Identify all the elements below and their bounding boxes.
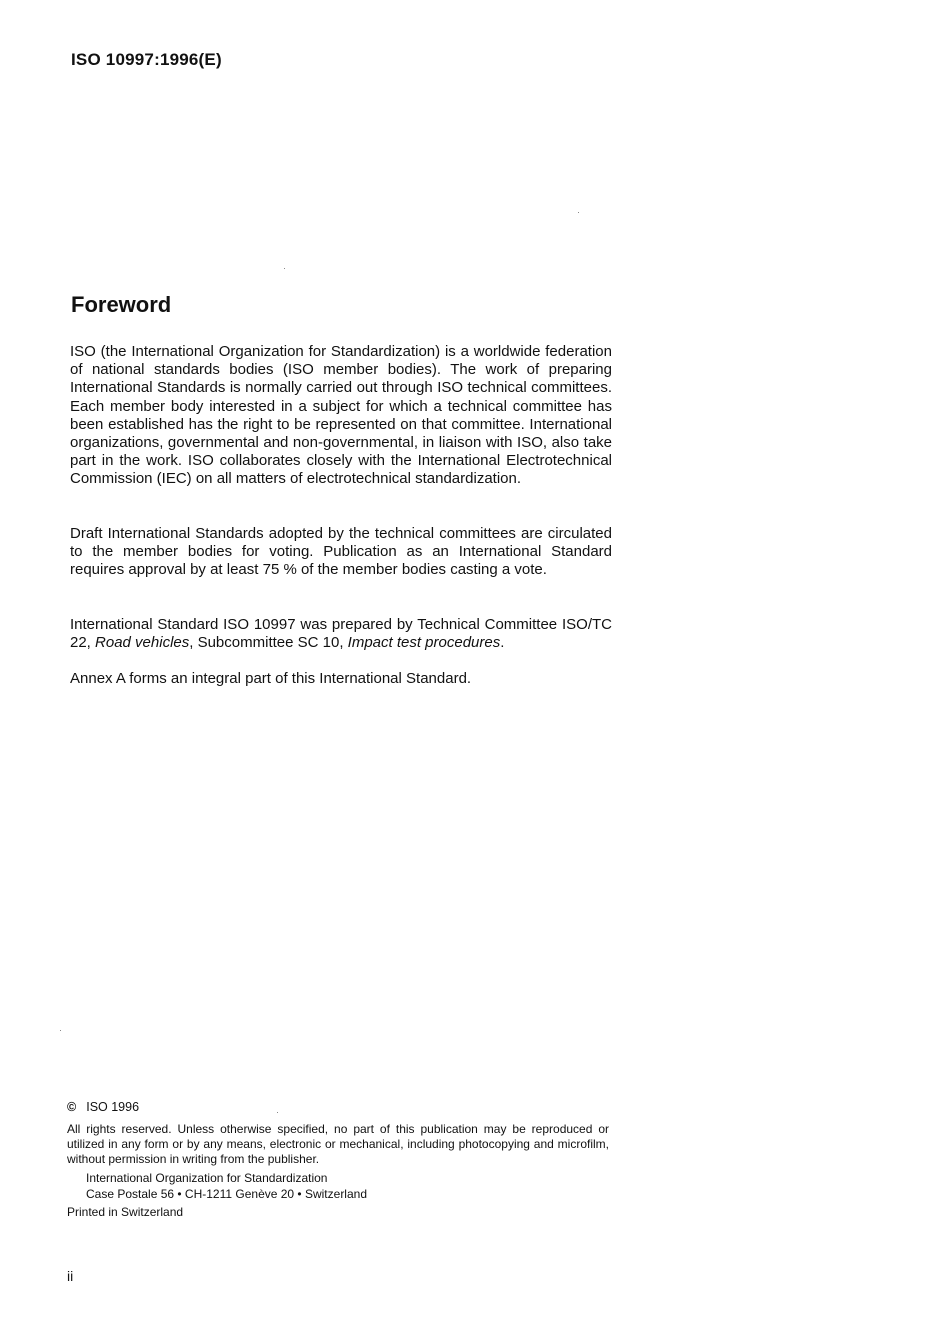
foreword-paragraph-4: Annex A forms an integral part of this International Standard. <box>70 670 472 687</box>
scan-speck <box>277 1112 278 1113</box>
foreword-paragraph-2: Draft International Standards adopted by the technical committees are circulated to the member bodies for voting. Publication as an International Standard requires approval by at least 75 % of the member bodies casting a vote. <box>70 525 612 579</box>
paragraph-3-text-a: International Standard ISO 10997 was prepared by Technical Committee ISO/TC 22, <box>70 616 612 652</box>
publisher-name: International Organization for Standardization <box>86 1171 328 1185</box>
foreword-paragraph-3 <box>70 616 612 652</box>
publisher-postal-address: Case Postale 56 • CH-1211 Genève 20 • Switzerland <box>86 1186 367 1201</box>
foreword-heading: Foreword <box>71 292 172 317</box>
scan-speck <box>284 268 285 269</box>
scan-speck <box>578 212 579 213</box>
subcommittee-title-impact-test: Impact test procedures <box>347 634 501 652</box>
scan-speck <box>60 1030 61 1031</box>
publisher-address <box>86 1171 367 1202</box>
foreword-paragraph-1: ISO (the International Organization for Standardization) is a worldwide federation of national standards bodies (ISO member bodies). The work of preparing International Standards is normally carried out through ISO technical committees. Each member body interested in a subject for which a technical committee has been established has the right to be represented on that committee. International organizations, governmental and non-governmental, in liaison with ISO, also take part in the work. ISO collaborates closely with the International Electrotechnical Commission (IEC) on all matters of electrotechnical standardization. <box>70 343 612 488</box>
copyright-line <box>67 1100 139 1114</box>
paragraph-3-text-c: . <box>500 634 505 652</box>
copyright-icon: © <box>67 1100 77 1114</box>
paragraph-3-text-b: , Subcommittee SC 10, <box>189 634 348 652</box>
document-id-header: ISO 10997:1996(E) <box>71 50 222 69</box>
page-number: ii <box>67 1268 74 1284</box>
rights-notice: All rights reserved. Unless otherwise specified, no part of this publication may be reproduced or utilized in any form or by any means, electronic or mechanical, including photocopying and microfilm, without permission in writing from the publisher. <box>67 1122 609 1166</box>
printed-in-notice: Printed in Switzerland <box>67 1205 184 1219</box>
copyright-text: ISO 1996 <box>86 1100 140 1114</box>
committee-title-road-vehicles: Road vehicles <box>95 634 190 652</box>
